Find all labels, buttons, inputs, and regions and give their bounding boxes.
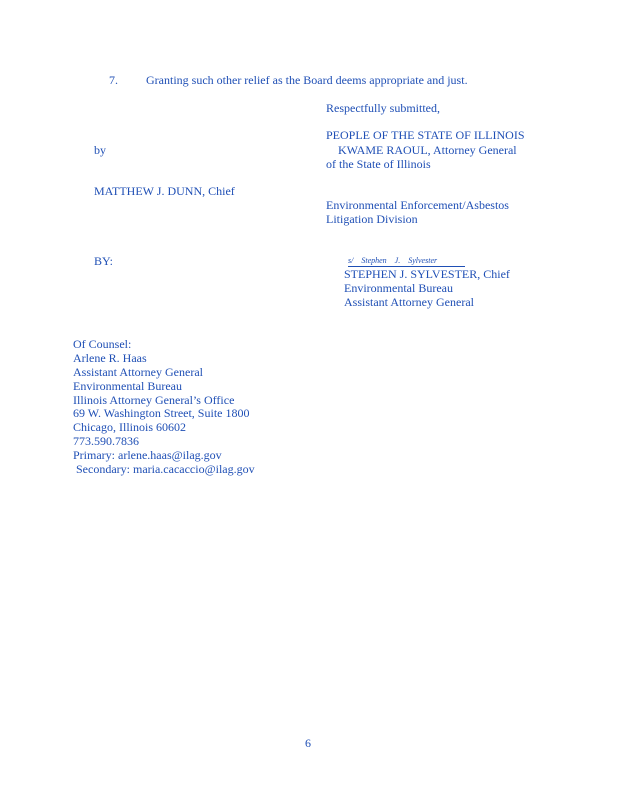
counsel-phone: 773.590.7836 xyxy=(73,434,139,448)
counsel-heading: Of Counsel: xyxy=(73,337,132,351)
signature-line xyxy=(348,256,465,267)
counsel-name: Arlene R. Haas xyxy=(73,351,147,365)
item-text: Granting such other relief as the Board deems appropriate and just. xyxy=(146,73,468,87)
counsel-title: Assistant Attorney General xyxy=(73,365,203,379)
state-line: of the State of Illinois xyxy=(326,157,431,171)
chief-line: MATTHEW J. DUNN, Chief xyxy=(94,184,235,198)
counsel-street: 69 W. Washington Street, Suite 1800 xyxy=(73,406,250,420)
signer-title: Assistant Attorney General xyxy=(344,295,474,309)
by-signature-label: BY: xyxy=(94,254,113,268)
division-line-1: Environmental Enforcement/Asbestos xyxy=(326,198,509,212)
item-number: 7. xyxy=(109,73,118,87)
signature-prefix: s/ xyxy=(348,256,354,265)
attorney-general-line: KWAME RAOUL, Attorney General xyxy=(338,143,517,157)
counsel-city: Chicago, Illinois 60602 xyxy=(73,420,186,434)
counsel-secondary-email: Secondary: maria.cacaccio@ilag.gov xyxy=(76,462,255,476)
counsel-bureau: Environmental Bureau xyxy=(73,379,182,393)
signer-name: STEPHEN J. SYLVESTER, Chief xyxy=(344,267,510,281)
counsel-office: Illinois Attorney General’s Office xyxy=(73,393,235,407)
page-number: 6 xyxy=(305,736,311,750)
people-line: PEOPLE OF THE STATE OF ILLINOIS xyxy=(326,128,525,142)
signature-last: Sylvester xyxy=(408,256,438,265)
signature-middle: J. xyxy=(394,256,401,265)
division-line-2: Litigation Division xyxy=(326,212,418,226)
counsel-primary-email: Primary: arlene.haas@ilag.gov xyxy=(73,448,222,462)
by-label: by xyxy=(94,143,106,157)
signer-bureau: Environmental Bureau xyxy=(344,281,453,295)
closing: Respectfully submitted, xyxy=(326,101,440,115)
signature-first: Stephen xyxy=(361,256,387,265)
